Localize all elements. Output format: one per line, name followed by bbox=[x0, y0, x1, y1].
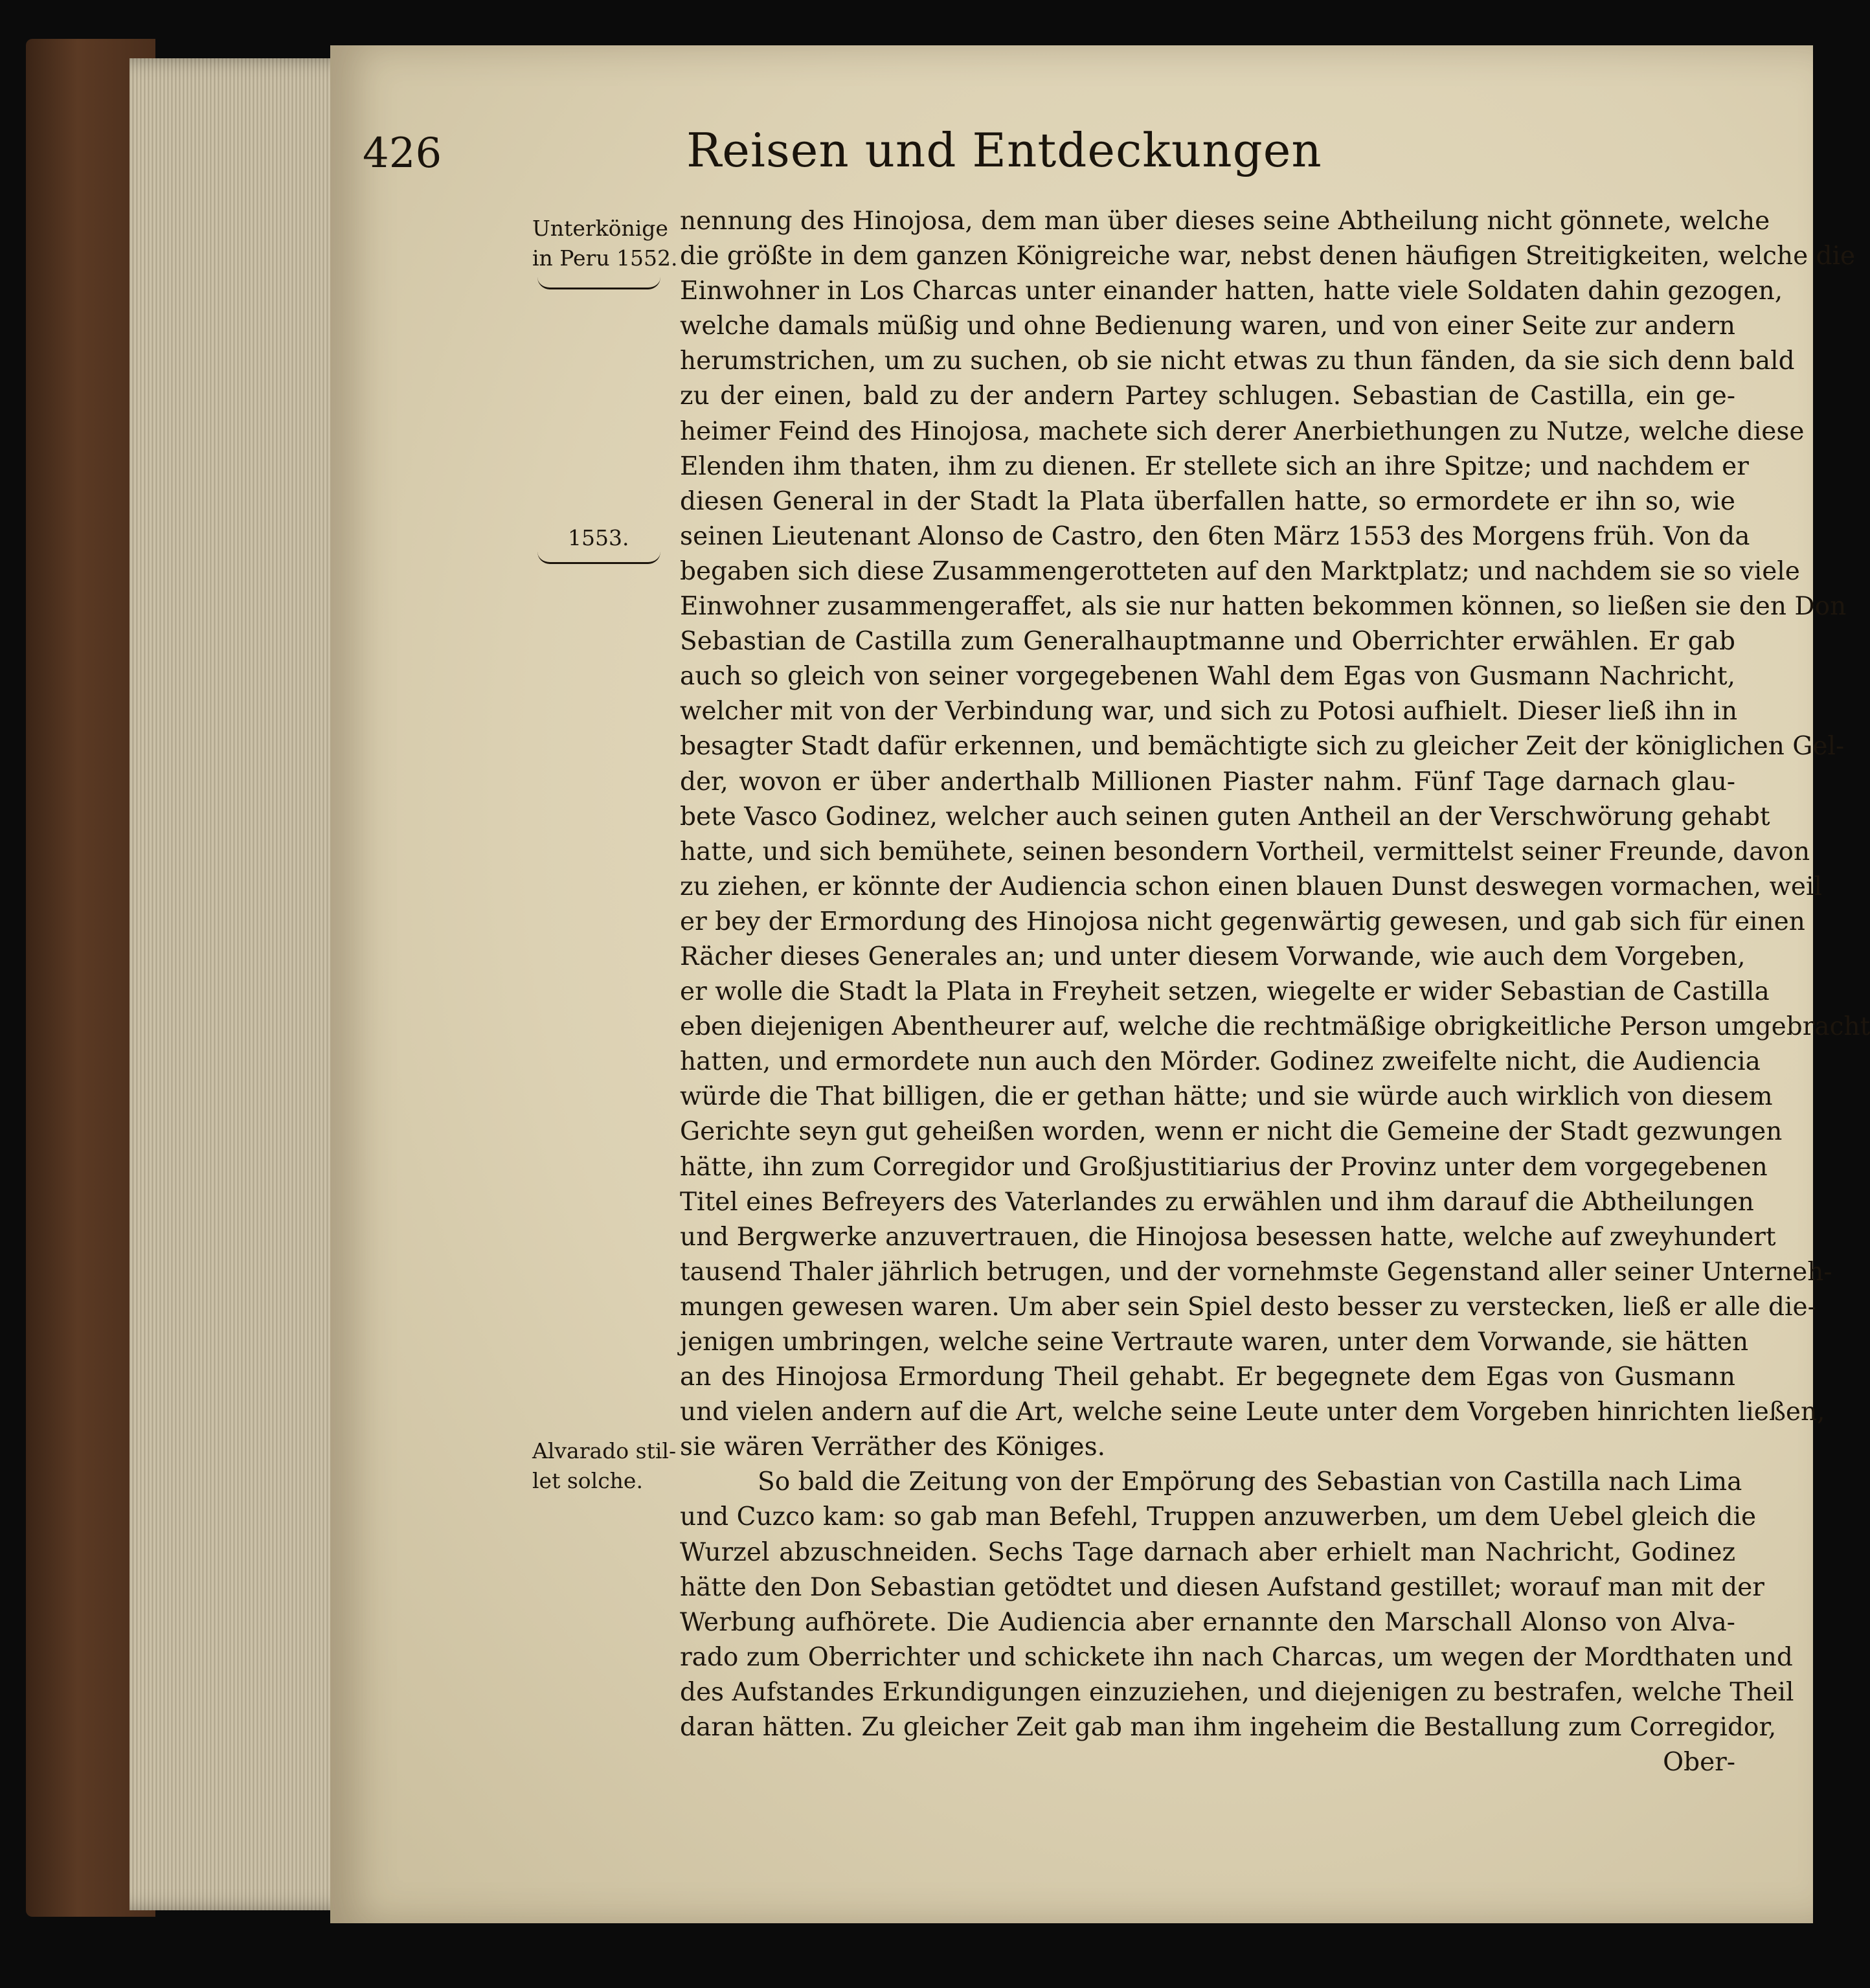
text-line: heimer Feind des Hinojosa, machete sich derer Anerbiethungen zu Nutze, welche diese bbox=[680, 416, 1805, 446]
text-line: eben diejenigen Abentheurer auf, welche die rechtmäßige obrigkeitliche Person umgebracht bbox=[680, 1012, 1870, 1042]
text-line: zu der einen, bald zu der andern Partey schlugen. Sebastian de Castilla, ein ge- bbox=[680, 381, 1735, 411]
text-line: die größte in dem ganzen Königreiche war, nebst denen häufigen Streitigkeiten, welche die bbox=[680, 242, 1856, 271]
text-line: Werbung aufhörete. Die Audiencia aber ernannte den Marschall Alonso von Alva- bbox=[680, 1607, 1735, 1637]
text-line: besagter Stadt dafür erkennen, und bemächtigte sich zu gleicher Zeit der königlichen Gel- bbox=[680, 732, 1845, 762]
margin-brace bbox=[537, 552, 660, 564]
text-line: Titel eines Befreyers des Vaterlandes zu erwählen und ihm darauf die Abtheilungen bbox=[680, 1187, 1754, 1217]
text-line: an des Hinojosa Ermordung Theil gehabt. Er begegnete dem Egas von Gusmann bbox=[680, 1362, 1735, 1392]
text-line: Gerichte seyn gut geheißen worden, wenn er nicht die Gemeine der Stadt gezwungen bbox=[680, 1117, 1783, 1147]
text-line: Einwohner in Los Charcas unter einander hatten, hatte viele Soldaten dahin gezogen, bbox=[680, 277, 1783, 306]
text-line: mungen gewesen waren. Um aber sein Spiel desto besser zu verstecken, ließ er alle die- bbox=[680, 1292, 1816, 1322]
text-line: So bald die Zeitung von der Empörung des Sebastian von Castilla nach Lima bbox=[758, 1467, 1742, 1497]
text-line: zu ziehen, er könnte der Audiencia schon einen blauen Dunst deswegen vormachen, weil bbox=[680, 872, 1822, 901]
catchword: Ober- bbox=[1663, 1748, 1735, 1778]
text-line: des Aufstandes Erkundigungen einzuziehen, und diejenigen zu bestrafen, welche Theil bbox=[680, 1677, 1794, 1707]
text-line: Elenden ihm thaten, ihm zu dienen. Er stellete sich an ihre Spitze; und nachdem er bbox=[680, 451, 1749, 481]
running-head: Reisen und Entdeckungen bbox=[686, 123, 1322, 177]
text-line: er wolle die Stadt la Plata in Freyheit setzen, wiegelte er wider Sebastian de Castilla bbox=[680, 977, 1770, 1007]
text-line: und Bergwerke anzuvertrauen, die Hinojosa besessen hatte, welche auf zweyhundert bbox=[680, 1222, 1776, 1252]
text-line: er bey der Ermordung des Hinojosa nicht gegenwärtig gewesen, und gab sich für einen bbox=[680, 907, 1805, 936]
text-line: der, wovon er über anderthalb Millionen Piaster nahm. Fünf Tage darnach glau- bbox=[680, 767, 1735, 796]
page-header bbox=[363, 117, 1463, 188]
text-line: Wurzel abzuschneiden. Sechs Tage darnach aber erhielt man Nachricht, Godinez bbox=[680, 1537, 1735, 1567]
text-line: welche damals müßig und ohne Bedienung waren, und von einer Seite zur andern bbox=[680, 311, 1735, 341]
margin-note-unterkoenige bbox=[532, 214, 678, 273]
text-line: Einwohner zusammengeraffet, als sie nur hatten bekommen können, so ließen sie den Don bbox=[680, 592, 1847, 622]
margin-note-line: Alvarado stil- bbox=[532, 1438, 677, 1463]
text-line: jenigen umbringen, welche seine Vertraute waren, unter dem Vorwande, sie hätten bbox=[680, 1327, 1749, 1357]
text-line: und Cuzco kam: so gab man Befehl, Truppen anzuwerben, um dem Uebel gleich die bbox=[680, 1502, 1757, 1532]
margin-brace bbox=[537, 277, 660, 289]
text-line: tausend Thaler jährlich betrugen, und der vornehmste Gegenstand aller seiner Unterneh- bbox=[680, 1257, 1832, 1287]
body-text bbox=[680, 204, 1870, 1780]
text-line: bete Vasco Godinez, welcher auch seinen guten Antheil an der Verschwörung gehabt bbox=[680, 802, 1770, 831]
text-line: daran hätten. Zu gleicher Zeit gab man ihm ingeheim die Bestallung zum Corregidor, bbox=[680, 1713, 1777, 1743]
margin-note-1553 bbox=[532, 523, 671, 553]
text-line: diesen General in der Stadt la Plata überfallen hatte, so ermordete er ihn so, wie bbox=[680, 486, 1735, 516]
text-line: herumstrichen, um zu suchen, ob sie nicht etwas zu thun fänden, da sie sich denn bald bbox=[680, 346, 1795, 376]
text-line: und vielen andern auf die Art, welche seine Leute unter dem Vorgeben hinrichten ließen, bbox=[680, 1397, 1825, 1427]
text-line: rado zum Oberrichter und schickete ihn nach Charcas, um wegen der Mordthaten und bbox=[680, 1642, 1793, 1672]
text-line: auch so gleich von seiner vorgegebenen Wahl dem Egas von Gusmann Nachricht, bbox=[680, 662, 1735, 692]
text-line: Rächer dieses Generales an; und unter diesem Vorwande, wie auch dem Vorgeben, bbox=[680, 942, 1746, 971]
margin-note-line: let solche. bbox=[532, 1468, 643, 1493]
margin-note-line: 1553. bbox=[568, 525, 629, 550]
margin-note-alvarado bbox=[532, 1436, 677, 1496]
text-line: würde die That billigen, die er gethan hätte; und sie würde auch wirklich von diesem bbox=[680, 1082, 1773, 1112]
text-line: nennung des Hinojosa, dem man über dieses seine Abtheilung nicht gönnete, welche bbox=[680, 207, 1770, 236]
text-line: begaben sich diese Zusammengerotteten auf den Marktplatz; und nachdem sie so viele bbox=[680, 556, 1800, 586]
text-line: hatte, und sich bemühete, seinen besondern Vortheil, vermittelst seiner Freunde, davon bbox=[680, 837, 1810, 866]
text-line: welcher mit von der Verbindung war, und sich zu Potosi aufhielt. Dieser ließ ihn in bbox=[680, 697, 1738, 727]
page-edges bbox=[130, 58, 363, 1910]
text-line: hatten, und ermordete nun auch den Mörder. Godinez zweifelte nicht, die Audiencia bbox=[680, 1047, 1761, 1077]
text-line: hätte, ihn zum Corregidor und Großjustitiarius der Provinz unter dem vorgegebenen bbox=[680, 1152, 1768, 1182]
margin-note-line: in Peru 1552. bbox=[532, 245, 678, 271]
text-line: hätte den Don Sebastian getödtet und diesen Aufstand gestillet; worauf man mit der bbox=[680, 1572, 1764, 1602]
text-line: sie wären Verräther des Königes. bbox=[680, 1432, 1106, 1462]
page-number: 426 bbox=[363, 130, 442, 177]
text-line: seinen Lieutenant Alonso de Castro, den 6ten März 1553 des Morgens früh. Von da bbox=[680, 521, 1750, 551]
text-line: Sebastian de Castilla zum Generalhauptmanne und Oberrichter erwählen. Er gab bbox=[680, 627, 1735, 657]
margin-note-line: Unterkönige bbox=[532, 216, 668, 241]
